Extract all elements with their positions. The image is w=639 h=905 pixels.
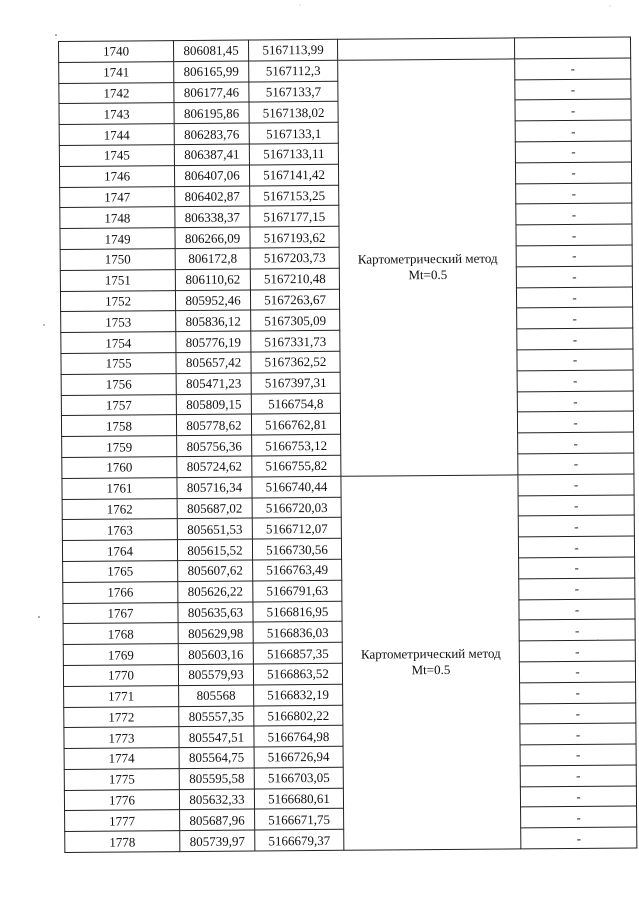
x-coordinate-cell: 806407,06	[174, 165, 249, 186]
x-coordinate-cell: 806165,99	[174, 61, 249, 82]
accuracy-dash-cell: -	[520, 702, 636, 724]
y-coordinate-cell: 5167397,31	[251, 372, 340, 393]
y-coordinate-cell: 5166863,52	[253, 663, 342, 684]
x-coordinate-cell: 806266,09	[175, 227, 250, 248]
y-coordinate-cell: 5167210,48	[250, 268, 339, 289]
x-coordinate-cell: 806177,46	[174, 82, 249, 103]
point-number-cell: 1763	[62, 519, 177, 541]
y-coordinate-cell: 5167113,99	[248, 39, 337, 60]
y-coordinate-cell: 5166857,35	[253, 642, 342, 663]
y-coordinate-cell: 5166802,22	[254, 705, 343, 726]
y-coordinate-cell: 5167193,62	[250, 226, 339, 247]
point-number-cell: 1742	[59, 82, 174, 104]
x-coordinate-cell: 805651,53	[177, 518, 252, 539]
accuracy-dash-cell: -	[519, 557, 635, 579]
y-coordinate-cell: 5167331,73	[251, 330, 340, 351]
method-cell	[338, 59, 518, 476]
point-number-cell: 1772	[64, 706, 179, 728]
y-coordinate-cell: 5166679,37	[255, 830, 344, 851]
point-number-cell: 1753	[61, 311, 176, 333]
point-number-cell: 1765	[63, 560, 178, 582]
x-coordinate-cell: 805687,02	[177, 498, 252, 519]
accuracy-dash-cell: -	[518, 474, 634, 496]
point-number-cell: 1778	[65, 831, 180, 853]
accuracy-dash-cell: -	[518, 495, 634, 517]
accuracy-dash-cell: -	[518, 453, 634, 475]
y-coordinate-cell: 5166836,03	[253, 622, 342, 643]
accuracy-dash-cell: -	[517, 307, 633, 329]
accuracy-dash-cell: -	[521, 827, 637, 849]
x-coordinate-cell: 806172,8	[175, 248, 250, 269]
y-coordinate-cell: 5167305,09	[251, 310, 340, 331]
y-coordinate-cell: 5167153,25	[250, 185, 339, 206]
y-coordinate-cell: 5167263,67	[250, 289, 339, 310]
accuracy-dash-cell: -	[518, 536, 634, 558]
y-coordinate-cell: 5166762,81	[251, 414, 340, 435]
x-coordinate-cell: 805579,93	[178, 664, 253, 685]
y-coordinate-cell: 5166680,61	[254, 788, 343, 809]
x-coordinate-cell: 806081,45	[174, 40, 249, 61]
y-coordinate-cell: 5166791,63	[253, 580, 342, 601]
point-number-cell: 1757	[61, 394, 176, 416]
point-number-cell: 1740	[59, 41, 174, 63]
y-coordinate-cell: 5166764,98	[254, 726, 343, 747]
point-number-cell: 1747	[60, 186, 175, 208]
accuracy-dash-cell: -	[515, 162, 631, 184]
x-coordinate-cell: 805635,63	[178, 602, 253, 623]
accuracy-dash-cell: -	[517, 328, 633, 350]
x-coordinate-cell: 805776,19	[176, 331, 251, 352]
y-coordinate-cell: 5166740,44	[252, 476, 341, 497]
x-coordinate-cell: 805471,23	[176, 373, 251, 394]
method-cell-empty	[337, 38, 514, 60]
accuracy-dash-cell: -	[517, 349, 633, 371]
point-number-cell: 1769	[63, 644, 178, 666]
x-coordinate-cell: 805557,35	[179, 705, 254, 726]
x-coordinate-cell: 805626,22	[178, 581, 253, 602]
y-coordinate-cell: 5167133,11	[249, 143, 338, 164]
x-coordinate-cell: 805607,62	[178, 560, 253, 581]
accuracy-dash-cell: -	[515, 79, 631, 101]
point-number-cell: 1773	[64, 727, 179, 749]
x-coordinate-cell: 805629,98	[178, 622, 253, 643]
accuracy-dash-cell: -	[516, 266, 632, 288]
point-number-cell: 1746	[59, 165, 174, 187]
accuracy-dash-cell: -	[517, 391, 633, 413]
x-coordinate-cell: 806283,76	[174, 123, 249, 144]
y-coordinate-cell: 5166730,56	[252, 538, 341, 559]
x-coordinate-cell: 805756,36	[177, 435, 252, 456]
point-number-cell: 1771	[64, 685, 179, 707]
accuracy-dash-cell: -	[516, 183, 632, 205]
point-number-cell: 1758	[61, 415, 176, 437]
point-number-cell: 1752	[60, 290, 175, 312]
point-number-cell: 1775	[64, 768, 179, 790]
point-number-cell: 1760	[62, 457, 177, 479]
y-coordinate-cell: 5167177,15	[250, 206, 339, 227]
coordinates-table-body	[59, 37, 637, 853]
accuracy-dash-cell: -	[515, 141, 631, 163]
accuracy-dash-cell: -	[516, 203, 632, 225]
y-coordinate-cell: 5166726,94	[254, 746, 343, 767]
accuracy-dash-cell: -	[515, 58, 631, 80]
x-coordinate-cell: 805724,62	[177, 456, 252, 477]
x-coordinate-cell: 805603,16	[178, 643, 253, 664]
x-coordinate-cell: 805778,62	[176, 414, 251, 435]
point-number-cell: 1764	[62, 540, 177, 562]
accuracy-dash-cell: -	[519, 661, 635, 683]
accuracy-dash-cell: -	[519, 578, 635, 600]
accuracy-dash-cell: -	[518, 515, 634, 537]
y-coordinate-cell: 5167138,02	[249, 102, 338, 123]
x-coordinate-cell: 805809,15	[176, 394, 251, 415]
x-coordinate-cell: 806195,86	[174, 102, 249, 123]
y-coordinate-cell: 5166753,12	[252, 434, 341, 455]
point-number-cell: 1759	[62, 436, 177, 458]
x-coordinate-cell: 805615,52	[177, 539, 252, 560]
accuracy-dash-cell: -	[515, 99, 631, 121]
method-label: Картометрический метод	[360, 645, 501, 663]
point-number-cell: 1748	[60, 207, 175, 229]
y-coordinate-cell: 5166832,19	[254, 684, 343, 705]
x-coordinate-cell: 805657,42	[176, 352, 251, 373]
y-coordinate-cell: 5166703,05	[254, 767, 343, 788]
y-coordinate-cell: 5166671,75	[255, 809, 344, 830]
point-number-cell: 1770	[63, 664, 178, 686]
x-coordinate-cell: 805739,97	[180, 830, 255, 851]
y-coordinate-cell: 5167112,3	[249, 60, 338, 81]
point-number-cell: 1776	[64, 789, 179, 811]
accuracy-dash-cell: -	[521, 806, 637, 828]
accuracy-dash-cell: -	[516, 287, 632, 309]
y-coordinate-cell: 5167133,7	[249, 81, 338, 102]
point-number-cell: 1774	[64, 748, 179, 770]
x-coordinate-cell: 805716,34	[177, 477, 252, 498]
point-number-cell: 1744	[59, 124, 174, 146]
accuracy-mt-label: Mt=0.5	[408, 267, 448, 283]
x-coordinate-cell: 805952,46	[175, 290, 250, 311]
method-label: Картометрический метод	[357, 250, 498, 267]
point-number-cell: 1768	[63, 623, 178, 645]
y-coordinate-cell: 5167362,52	[251, 351, 340, 372]
x-coordinate-cell: 805632,33	[179, 789, 254, 810]
x-coordinate-cell: 805687,96	[180, 809, 255, 830]
y-coordinate-cell: 5166712,07	[252, 518, 341, 539]
y-coordinate-cell: 5166763,49	[253, 559, 342, 580]
accuracy-dash-cell: -	[517, 370, 633, 392]
point-number-cell: 1743	[59, 103, 174, 125]
point-number-cell: 1761	[62, 477, 177, 499]
accuracy-dash-cell: -	[516, 224, 632, 246]
accuracy-dash-cell: -	[518, 432, 634, 454]
x-coordinate-cell: 805547,51	[179, 726, 254, 747]
point-number-cell: 1754	[61, 332, 176, 354]
y-coordinate-cell: 5166755,82	[252, 455, 341, 476]
accuracy-dash-cell: -	[519, 619, 635, 641]
y-coordinate-cell: 5167133,1	[249, 122, 338, 143]
accuracy-dash-cell: -	[516, 245, 632, 267]
point-number-cell: 1766	[63, 581, 178, 603]
y-coordinate-cell: 5166754,8	[251, 393, 340, 414]
point-number-cell: 1745	[59, 145, 174, 167]
point-number-cell: 1755	[61, 353, 176, 375]
y-coordinate-cell: 5167203,73	[250, 247, 339, 268]
accuracy-dash-cell: -	[520, 765, 636, 787]
accuracy-mt-label: Mt=0.5	[411, 662, 451, 678]
point-number-cell: 1750	[60, 249, 175, 271]
x-coordinate-cell: 806110,62	[175, 269, 250, 290]
x-coordinate-cell: 806387,41	[174, 144, 249, 165]
accuracy-dash-cell: -	[519, 640, 635, 662]
method-cell	[341, 475, 521, 851]
y-coordinate-cell: 5166816,95	[253, 601, 342, 622]
accuracy-dash-cell: -	[520, 744, 636, 766]
point-number-cell: 1777	[65, 810, 180, 832]
x-coordinate-cell: 805836,12	[176, 310, 251, 331]
accuracy-dash-cell: -	[520, 786, 636, 808]
point-number-cell: 1762	[62, 498, 177, 520]
x-coordinate-cell: 806402,87	[175, 186, 250, 207]
point-number-cell: 1749	[60, 228, 175, 250]
point-number-cell: 1756	[61, 373, 176, 395]
accuracy-dash-cell: -	[520, 723, 636, 745]
point-number-cell: 1751	[60, 269, 175, 291]
y-coordinate-cell: 5166720,03	[252, 497, 341, 518]
point-number-cell: 1767	[63, 602, 178, 624]
x-coordinate-cell: 805568	[179, 685, 254, 706]
accuracy-dash-cell: -	[517, 411, 633, 433]
accuracy-dash-cell: -	[519, 599, 635, 621]
x-coordinate-cell: 805595,58	[179, 768, 254, 789]
point-number-cell: 1741	[59, 61, 174, 83]
coordinates-table	[58, 36, 637, 853]
y-coordinate-cell: 5167141,42	[249, 164, 338, 185]
accuracy-dash-cell: -	[515, 120, 631, 142]
accuracy-dash-cell: -	[520, 682, 636, 704]
accuracy-cell-empty	[514, 37, 630, 59]
x-coordinate-cell: 806338,37	[175, 206, 250, 227]
x-coordinate-cell: 805564,75	[179, 747, 254, 768]
